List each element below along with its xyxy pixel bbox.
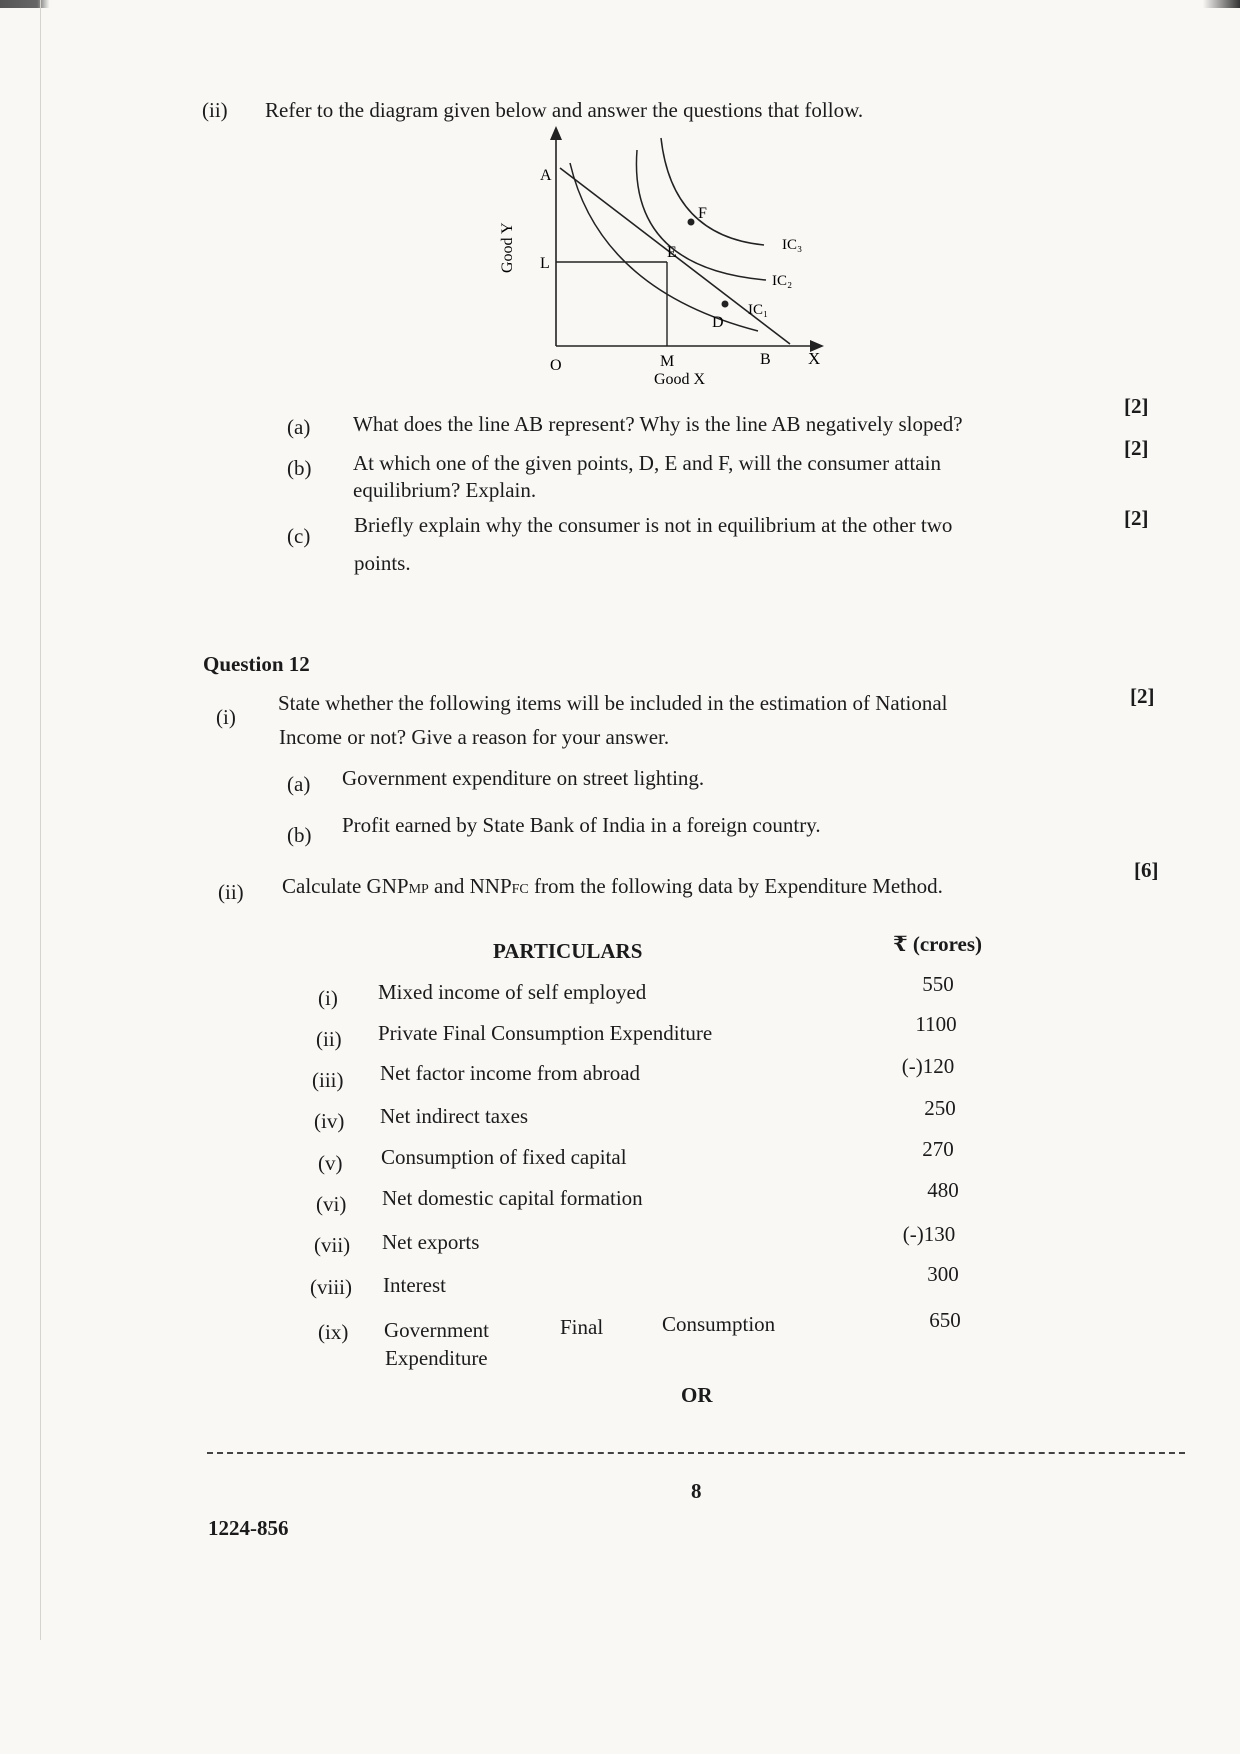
table-row-value: (-)130 (902, 1222, 956, 1246)
table-row-num: (iv) (314, 1109, 345, 1133)
ic3-curve (661, 138, 764, 245)
page-left-edge (40, 0, 41, 1640)
table-header-particulars: PARTICULARS (493, 939, 643, 963)
table-row-num: (v) (318, 1151, 343, 1175)
q12-i-number: (i) (216, 705, 236, 729)
table-row-num: (ii) (316, 1027, 342, 1051)
point-f (688, 219, 695, 226)
y-axis-arrow (550, 126, 562, 140)
question-12-title: Question 12 (203, 652, 310, 676)
table-row-value: 650 (929, 1308, 961, 1332)
part-ii-number: (ii) (202, 98, 228, 122)
table-row-label-line2: Expenditure (385, 1346, 488, 1370)
part-b-number: (b) (287, 456, 312, 480)
q12-ii-marks: [6] (1134, 858, 1159, 882)
table-row-label: Net domestic capital formation (382, 1186, 643, 1210)
q12-i-a-number: (a) (287, 772, 311, 796)
paper-code: 1224-856 (208, 1516, 289, 1540)
footer-dashed-divider (207, 1452, 1185, 1454)
part-b-text-line2: equilibrium? Explain. (353, 478, 537, 502)
label-o: O (550, 357, 562, 374)
q12-i-b-number: (b) (287, 823, 312, 847)
part-c-text-line1: Briefly explain why the consumer is not in equilibrium at the other two (354, 513, 953, 537)
table-row-label: Consumption of fixed capital (381, 1145, 627, 1169)
label-f: F (698, 205, 707, 222)
table-row-label: Interest (383, 1273, 446, 1297)
table-row-label: Net exports (382, 1230, 480, 1254)
label-b: B (760, 351, 771, 368)
table-row-value: 550 (922, 972, 954, 996)
table-row-label: Private Final Consumption Expenditure (378, 1021, 713, 1045)
table-row-label-word2: Final (560, 1315, 604, 1339)
label-good-y: Good Y (499, 222, 516, 273)
table-row-label: Mixed income of self employed (378, 980, 647, 1004)
q12-i-text-line2: Income or not? Give a reason for your answer. (279, 725, 670, 749)
q12-i-text-line1: State whether the following items will be included in the estimation of National (278, 691, 948, 715)
part-a-marks: [2] (1124, 394, 1149, 418)
label-m: M (660, 353, 675, 370)
part-a-text: What does the line AB represent? Why is the line AB negatively sloped? (353, 412, 963, 436)
label-ic3: IC₃ (782, 237, 803, 253)
indifference-curve-diagram (480, 118, 840, 398)
table-row-value: 250 (924, 1096, 956, 1120)
table-row-value: 480 (927, 1178, 959, 1202)
table-row-label: Net indirect taxes (380, 1104, 529, 1128)
table-row-value: (-)120 (901, 1054, 955, 1078)
table-row-num: (viii) (310, 1275, 352, 1299)
label-e: E (667, 244, 677, 261)
q12-ii-number: (ii) (218, 880, 244, 904)
page-number: 8 (691, 1479, 702, 1503)
page-top-edge (0, 0, 1240, 8)
table-header-value: ₹ (crores) (893, 932, 983, 956)
part-a-number: (a) (287, 415, 311, 439)
q12-i-a-text: Government expenditure on street lighting. (342, 766, 705, 790)
table-row-value: 1100 (915, 1012, 957, 1036)
or-separator: OR (681, 1383, 713, 1407)
label-ic2: IC₂ (772, 273, 793, 289)
part-b-marks: [2] (1124, 436, 1149, 460)
table-row-label-word3: Consumption (662, 1312, 776, 1336)
table-row-num: (i) (318, 986, 338, 1010)
table-row-value: 270 (922, 1137, 954, 1161)
label-d: D (712, 314, 724, 331)
part-c-text-line2: points. (354, 551, 411, 575)
q12-ii-text: Calculate GNPMP and NNPFC from the following data by Expenditure Method. (282, 874, 943, 898)
label-a: A (540, 167, 552, 184)
table-row-num: (vii) (314, 1233, 351, 1257)
table-row-value: 300 (927, 1262, 959, 1286)
part-c-marks: [2] (1124, 506, 1149, 530)
part-b-text-line1: At which one of the given points, D, E and F, will the consumer attain (353, 451, 941, 475)
table-row-label: Net factor income from abroad (380, 1061, 641, 1085)
table-row-label-word1: Government (384, 1318, 489, 1342)
label-x: X (808, 349, 821, 368)
table-row-num: (vi) (316, 1192, 347, 1216)
part-c-number: (c) (287, 524, 311, 548)
part-ii-instruction: Refer to the diagram given below and answer the questions that follow. (265, 98, 864, 122)
table-row-num: (ix) (318, 1320, 349, 1344)
q12-i-b-text: Profit earned by State Bank of India in a foreign country. (342, 813, 821, 837)
label-l: L (540, 255, 550, 272)
point-d (722, 301, 729, 308)
label-ic1: IC₁ (748, 302, 769, 318)
table-row-num: (iii) (312, 1068, 344, 1092)
label-good-x: Good X (654, 371, 706, 388)
q12-i-marks: [2] (1130, 684, 1155, 708)
